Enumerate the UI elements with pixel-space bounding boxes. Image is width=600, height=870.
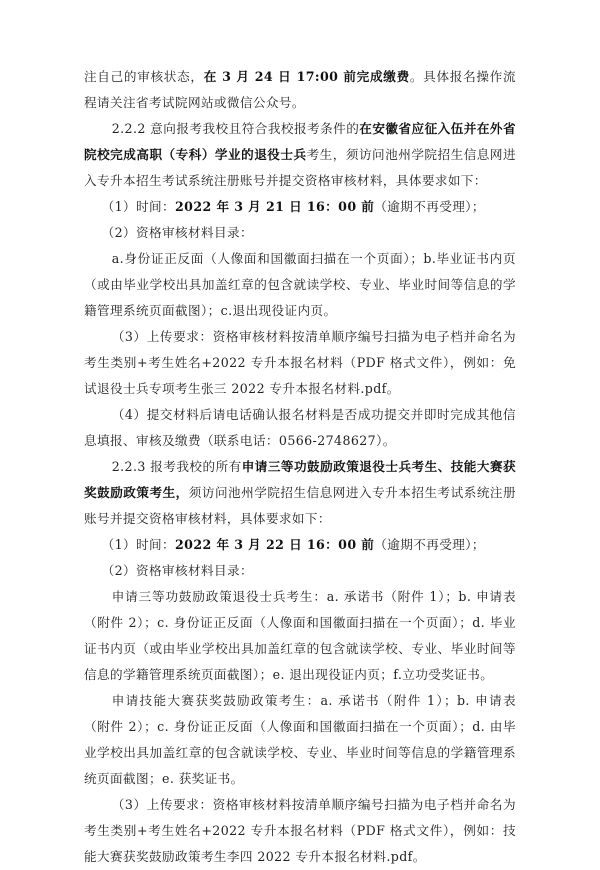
paragraph-upload-requirements-2: （3）上传要求：资格审核材料按清单顺序编号扫描为电子档并命名为考生类别+考生姓名+2022 专升本报名材料（PDF 格式文件），例如：技能大赛获奖鼓励政策考生李四 2022 专升本报名材料.pdf。 [84,797,516,864]
paragraph-payment-deadline: 注自己的审核状态，在 3 月 24 日 17:00 前完成缴费。具体报名操作流程请关注省考试院网站或微信公众号。 [84,69,516,110]
paragraph-2-2-3-merit-skill-applicants: 2.2.3 报考我校的所有申请三等功鼓励政策退役士兵考生、技能大赛获奖鼓励政策考生，须访问池州学院招生信息网进入专升本招生考试系统注册账号并提交资格审核材料，具体要求如下： [84,459,517,526]
paragraph-upload-requirements-1: （3）上传要求：资格审核材料按清单顺序编号扫描为电子档并命名为考生类别+考生姓名+2022 专升本报名材料（PDF 格式文件），例如：免试退役士兵专项考生张三 2022 专升本报名材料.pdf。 [84,329,516,396]
paragraph-confirm-phone: （4）提交材料后请电话确认报名材料是否成功提交并即时完成其他信息填报、审核及缴费（联系电话：0566-2748627）。 [84,407,516,448]
paragraph-materials-heading-2: （2）资格审核材料目录： [101,563,253,578]
paragraph-materials-heading-1: （2）资格审核材料目录： [101,225,253,240]
paragraph-materials-list-1: a.身份证正反面（人像面和国徽面扫描在一个页面）；b.毕业证书内页（或由毕业学校出具加盖红章的包含就读学校、专业、毕业时间等信息的学籍管理系统页面截图）；c.退出现役证内页。 [84,251,516,318]
paragraph-skill-competition-materials: 申请技能大赛获奖鼓励政策考生：a. 承诺书（附件 1）；b. 申请表（附件 2）；c. 身份证正反面（人像面和国徽面扫描在一个页面）；d. 由毕业学校出具加盖红章的包含就读学校、专业、毕业时间等信息的学籍管理系统页面截图；e. 获奖证书。 [84,693,516,786]
paragraph-time-1: （1）时间：2022 年 3 月 21 日 16：00 前（逾期不再受理）； [101,199,485,214]
paragraph-time-2: （1）时间：2022 年 3 月 22 日 16：00 前（逾期不再受理）； [101,537,485,552]
paragraph-merit-veteran-materials: 申请三等功鼓励政策退役士兵考生：a. 承诺书（附件 1）；b. 申请表（附件 2）；c. 身份证正反面（人像面和国徽面扫描在一个页面）；d. 毕业证书内页（或由毕业学校出具加盖红章的包含就读学校、专业、毕业时间等信息的学籍管理系统页面截图）；e. 退出现役证内页；f.立功受奖证书。 [84,589,516,682]
paragraph-2-2-2-veterans-other-province: 2.2.2 意向报考我校且符合我校报考条件的在安徽省应征入伍并在外省院校完成高职（专科）学业的退役士兵考生，须访问池州学院招生信息网进入专升本招生考试系统注册账号并提交资格审核材料，具体要求如下： [84,121,516,188]
